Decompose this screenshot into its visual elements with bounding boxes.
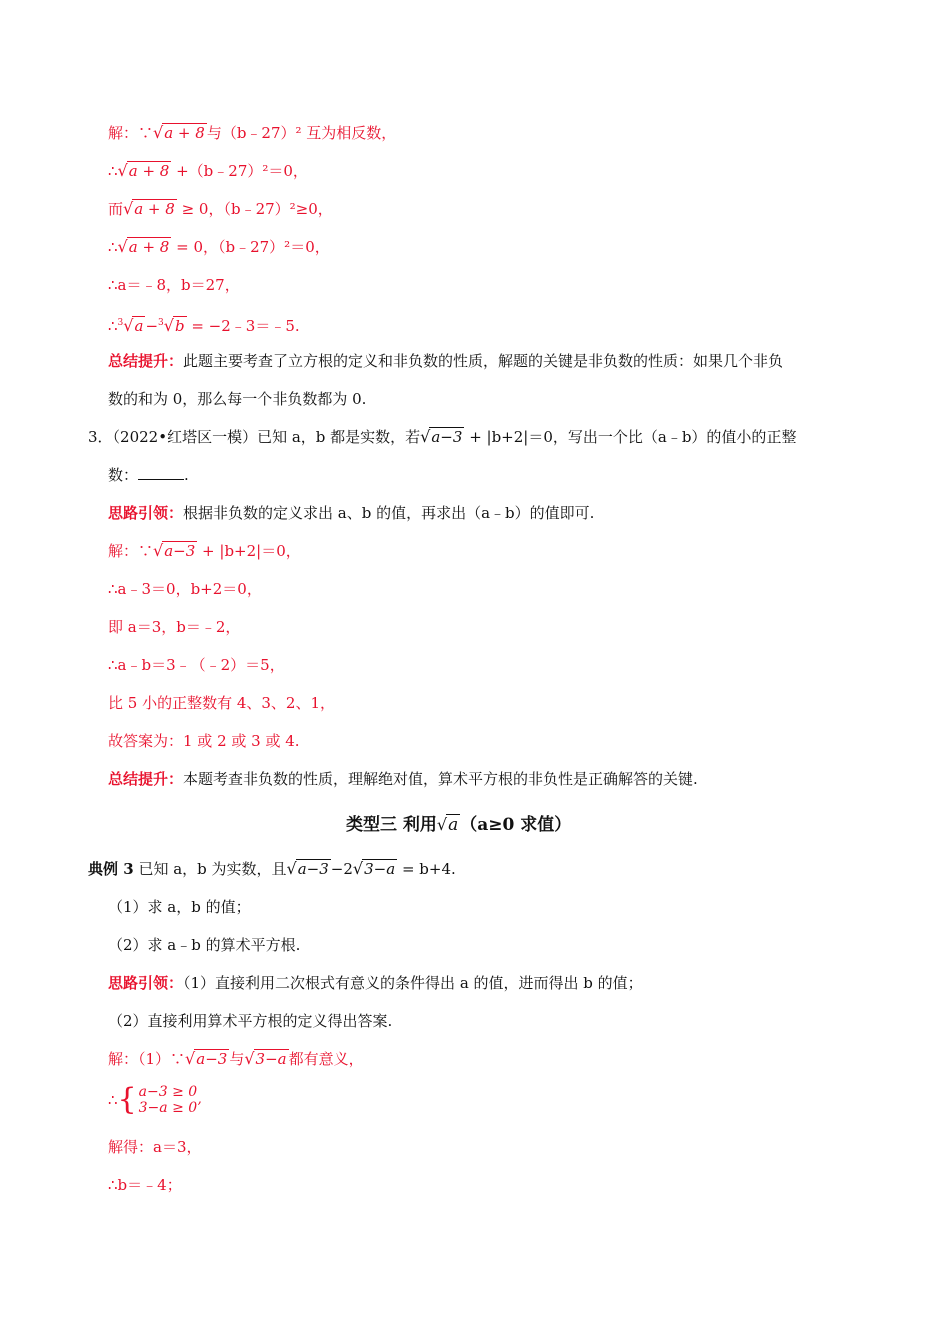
hint-3: 思路引领：根据非负数的定义求出 a、b 的值，再求出（a﹣b）的值即可.: [108, 504, 595, 522]
example-3-q2: （2）求 a﹣b 的算术平方根.: [108, 936, 301, 954]
summary-1: 总结提升：此题主要考查了立方根的定义和非负数的性质，解题的关键是非负数的性质：如果几个非负: [108, 352, 784, 370]
sqrt-expression: √a + 8: [117, 237, 170, 256]
answer-line-1: 解：∵√a−3 + |b+2|＝0，: [108, 541, 301, 560]
sqrt-expression: √3−a: [244, 1049, 287, 1068]
sqrt-expression: √a: [436, 815, 459, 835]
sqrt-expression: √a−3: [185, 1049, 228, 1068]
answer-line-4: ∴a﹣b＝3﹣（﹣2）＝5，: [108, 656, 285, 674]
sqrt-expression: √a + 8: [117, 161, 170, 180]
answer-line-5: 比 5 小的正整数有 4、3、2、1，: [108, 694, 336, 712]
solution-line-4: ∴√a + 8 = 0，（b﹣27）²＝0，: [108, 237, 330, 256]
answer-line-6: 故答案为：1 或 2 或 3 或 4.: [108, 732, 300, 750]
solution-line-2: ∴√a + 8 +（b﹣27）²＝0，: [108, 161, 308, 180]
section-title: 类型三 利用√a （a≥0 求值）: [346, 815, 572, 835]
inequality-system: ∴{ a−3 ≥ 0 3−a ≥ 0’: [108, 1082, 202, 1117]
summary-1-cont: 数的和为 0，那么每一个非负数都为 0.: [108, 390, 367, 408]
summary-label: 总结提升：: [108, 352, 184, 370]
summary-2: 总结提升：本题考查非负数的性质，理解绝对值，算术平方根的非负性是正确解答的关键.: [108, 770, 698, 788]
sqrt-expression: √a−3: [420, 427, 463, 446]
hint-label: 思路引领：: [108, 504, 184, 522]
solution-b-4: ∴b＝﹣4；: [108, 1176, 182, 1194]
hint-4: 思路引领：（1）直接利用二次根式有意义的条件得出 a 的值，进而得出 b 的值；: [108, 974, 643, 992]
question-3-cont: 数： .: [108, 466, 189, 484]
solution-line-3: 而√a + 8 ≥ 0，（b﹣27）²≥0，: [108, 199, 333, 218]
solution-line-6: ∴$^3$√a −$^3$√b = −2﹣3＝﹣5.: [108, 316, 300, 335]
cube-root-b: √b: [163, 316, 185, 335]
brace-icon: {: [117, 1082, 137, 1117]
solution-line-1: 解：∵√a + 8 与（b﹣27）² 互为相反数，: [108, 123, 397, 142]
hint-4-cont: （2）直接利用算术平方根的定义得出答案.: [108, 1012, 393, 1030]
cube-root-a: √a: [123, 316, 144, 335]
solution-b-1: 解：（1）∵√a−3 与√3−a 都有意义，: [108, 1049, 364, 1068]
answer-blank: [138, 465, 184, 480]
sqrt-expression: √a + 8: [153, 123, 205, 142]
answer-line-2: ∴a﹣3＝0，b+2＝0，: [108, 580, 262, 598]
sqrt-expression: √a−3: [286, 859, 329, 878]
solution-b-3: 解得：a＝3，: [108, 1138, 202, 1156]
answer-line-3: 即 a＝3，b＝﹣2，: [108, 618, 241, 636]
summary-label: 总结提升：: [108, 770, 184, 788]
example-3: 典例 3 已知 a，b 为实数，且√a−3 −2√3−a = b+4.: [88, 859, 456, 878]
sqrt-expression: √a−3: [153, 541, 196, 560]
question-3: 3．（2022•红塔区一模）已知 a，b 都是实数，若√a−3 + |b+2|＝0，写出一个比（a﹣b）的值小的正整: [88, 427, 797, 446]
example-label: 典例 3: [88, 860, 134, 878]
sqrt-expression: √3−a: [352, 859, 396, 878]
example-3-q1: （1）求 a，b 的值；: [108, 898, 251, 916]
solution-line-5: ∴a＝﹣8，b＝27，: [108, 276, 240, 294]
hint-label: 思路引领：: [108, 974, 184, 992]
sqrt-expression: √a + 8: [123, 199, 175, 218]
